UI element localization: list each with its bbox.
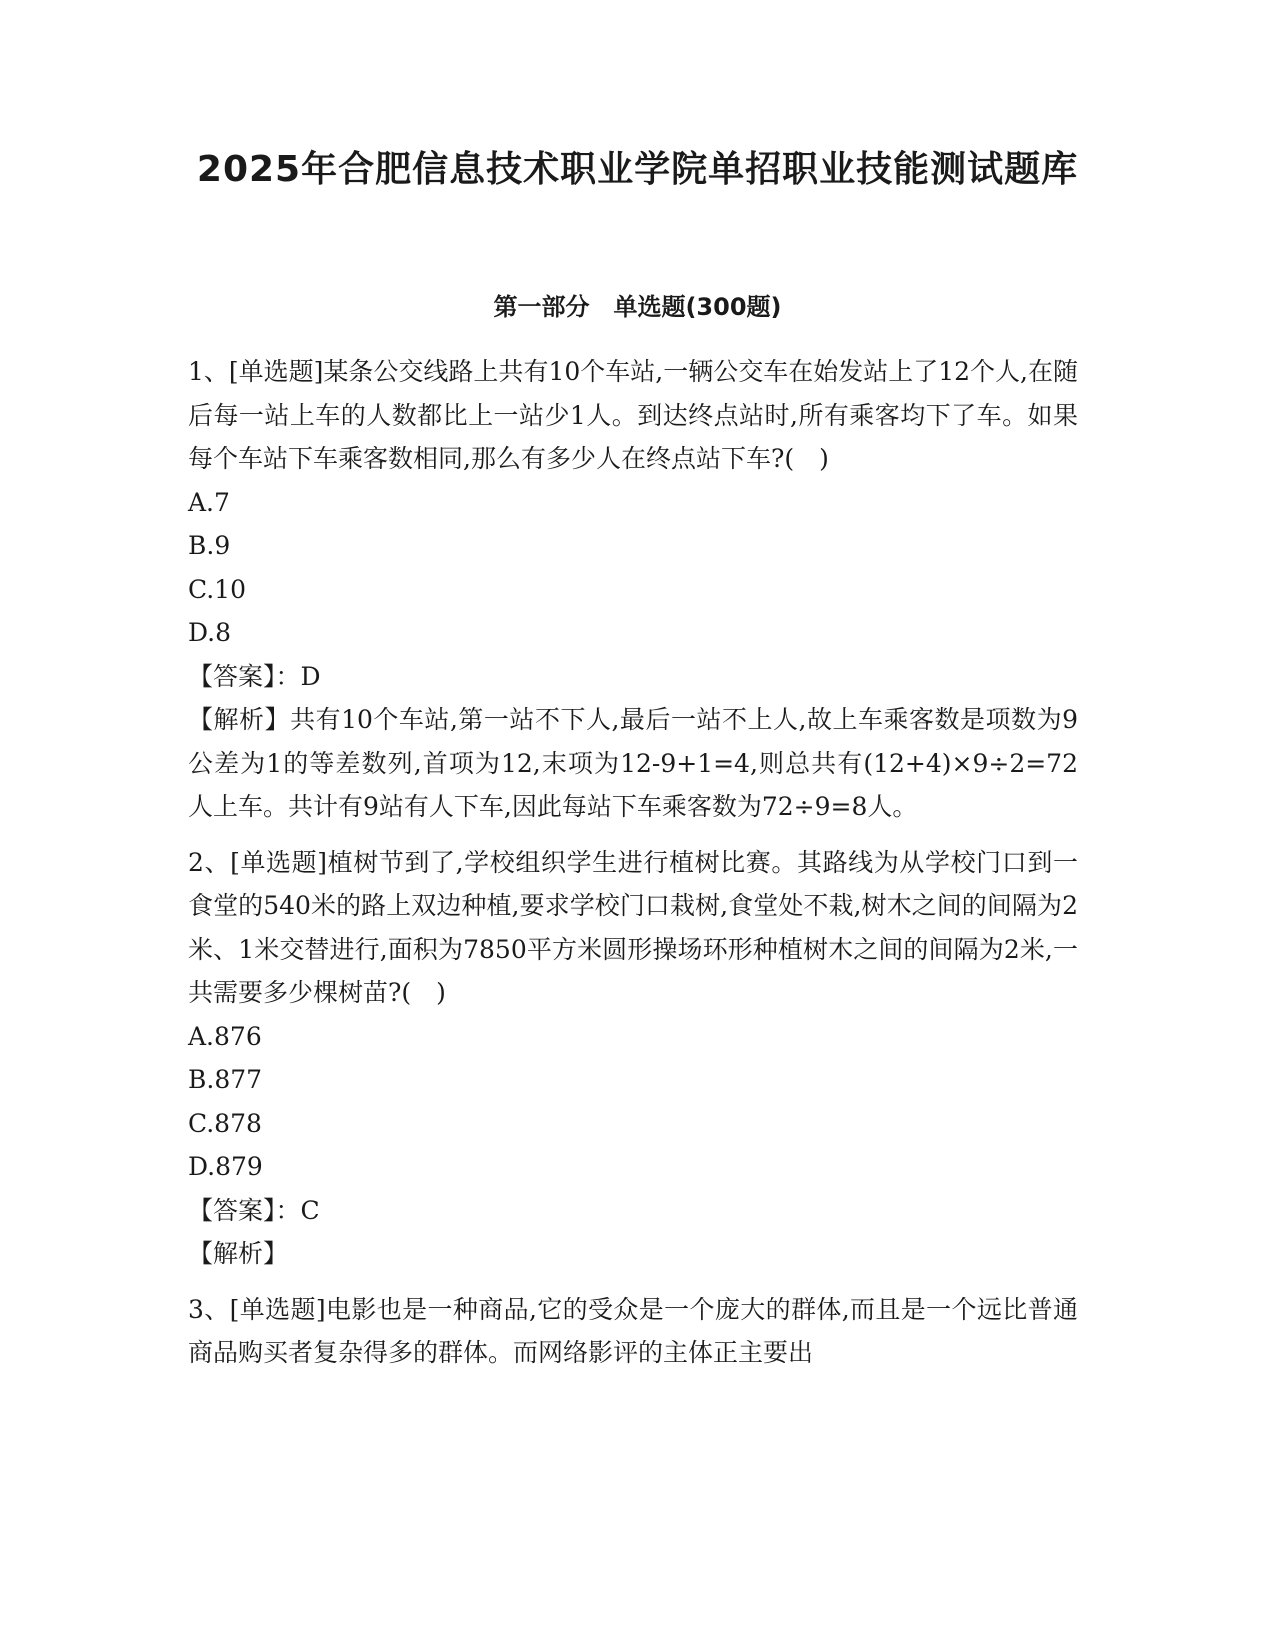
answer-value: ：D — [275, 661, 321, 691]
section-heading: 第一部分 单选题(300题) — [493, 293, 782, 321]
option-d: D.879 — [188, 1152, 263, 1181]
question-item — [188, 350, 1078, 829]
option-b: B.9 — [188, 531, 231, 560]
question-stem: 2、[单选题]植树节到了,学校组织学生进行植树比赛。其路线为从学校门口到一食堂的540米的路上双边种植,要求学校门口栽树,食堂处不栽,树木之间的间隔为2米、1米交替进行,面积为7850平方米圆形操场环形种植树木之间的间隔为2米,一共需要多少棵树苗?( ) — [188, 847, 1078, 1007]
explanation-label: 【解析】 — [188, 705, 291, 734]
option-d: D.8 — [188, 618, 232, 647]
question-list — [188, 350, 1078, 1375]
option-a: A.876 — [188, 1021, 262, 1051]
option-b: B.877 — [188, 1065, 263, 1094]
answer-row — [188, 655, 1078, 699]
explanation-label: 【解析】 — [188, 1239, 289, 1268]
option-c: C.10 — [188, 574, 246, 604]
document-title: 2025年合肥信息技术职业学院单招职业技能测试题库 — [196, 149, 1079, 190]
answer-label: 【答案】 — [188, 661, 276, 691]
explanation — [188, 1232, 1078, 1276]
explanation — [188, 698, 1078, 829]
question-item — [188, 1288, 1078, 1375]
option-a: A.7 — [188, 487, 230, 517]
answer-row — [188, 1189, 1078, 1233]
option-c: C.878 — [188, 1108, 262, 1138]
explanation-text: 共有10个车站,第一站不下人,最后一站不上人,故上车乘客数是项数为9公差为1的等差数列,首项为12,末项为12-9+1=4,则总共有(12+4)×9÷2=72人上车。共计有9站有人下车,因此每站下车乘客数为72÷9=8人。 — [188, 705, 1078, 821]
question-stem: 3、[单选题]电影也是一种商品,它的受众是一个庞大的群体,而且是一个远比普通商品购买者复杂得多的群体。而网络影评的主体正主要出 — [188, 1294, 1078, 1367]
question-item — [188, 841, 1078, 1276]
question-stem: 1、[单选题]某条公交线路上共有10个车站,一辆公交车在始发站上了12个人,在随后每一站上车的人数都比上一站少1人。到达终点站时,所有乘客均下了车。如果每个车站下车乘客数相同,那么有多少人在终点站下车?( ) — [188, 357, 1078, 473]
answer-value: ：C — [275, 1195, 320, 1225]
answer-label: 【答案】 — [188, 1195, 276, 1225]
